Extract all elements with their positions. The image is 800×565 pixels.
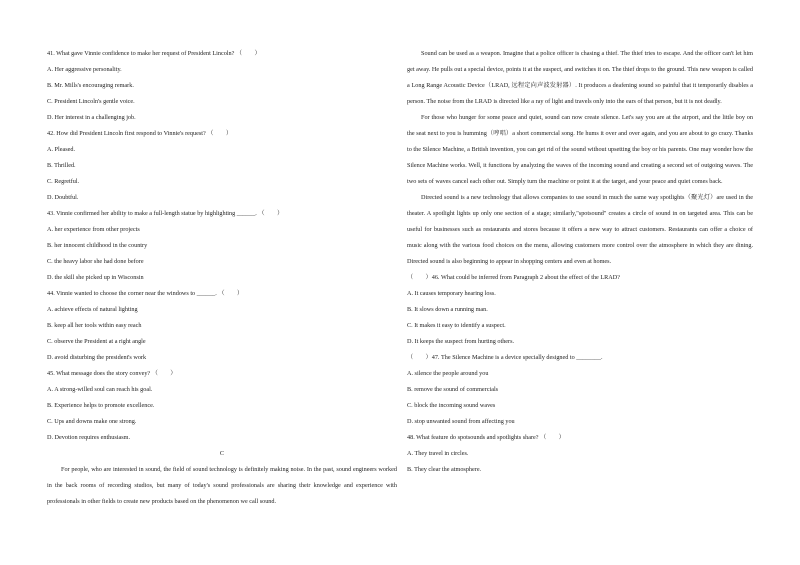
question-line: D. Doubtful. <box>47 194 79 201</box>
question-line: A. Pleased. <box>47 146 76 153</box>
question-line: D. Devotion requires enthusiasm. <box>47 434 130 441</box>
left-column <box>47 46 397 510</box>
question-line: A. A strong-willed soul can reach his goal. <box>47 386 153 393</box>
question-line: A. achieve effects of natural lighting <box>47 306 138 313</box>
question-line: （ ）46. What could be inferred from Paragraph 2 about the effect of the LRAD? <box>407 274 620 281</box>
question-line: C. the heavy labor she had done before <box>47 258 144 265</box>
question-line: 41. What gave Vinnie confidence to make her request of President Lincoln? （ ） <box>47 50 261 57</box>
question-line: B. Mr. Mills's encouraging remark. <box>47 82 134 89</box>
question-line: D. avoid disturbing the president's work <box>47 354 147 361</box>
question-line: 43. Vinnie confirmed her ability to make a full-length statue by highlighting ______. （ ） <box>47 210 284 217</box>
question-line: 45. What message does the story convey? （ ） <box>47 370 177 377</box>
question-line: 42. How did President Lincoln first respond to Vinnie's request? （ ） <box>47 130 233 137</box>
question-line: B. Thrilled. <box>47 162 76 169</box>
question-line: D. the skill she picked up in Wisconsin <box>47 274 144 281</box>
question-line: C. President Lincoln's gentle voice. <box>47 98 135 105</box>
section-label: C <box>219 450 225 457</box>
passage-paragraph: For those who hunger for some peace and quiet, sound can now create silence. Let's say you are at the airport, and the little boy on the seat next to you is humming（哼唱）a short commercial song. He hums it over and over again, and you are about to go crazy. Thanks to the Silence Machine, a British invention, you can get rid of the sound without upsetting the boy or his parents. One may wonder how the Silence Machine works. Well, it functions by analyzing the waves of the incoming sound and creating a second set of outgoing waves. The two sets of waves cancel each other out. Simply turn the machine or point it at the target, and your peace and quiet comes back. <box>407 114 753 185</box>
passage-paragraph: Sound can be used as a weapon. Imagine that a police officer is chasing a thief. The thief tries to escape. And the officer can't let him get away. He pulls out a special device, points it at the suspect, and switches it on. The thief drops to the ground. This new weapon is called a Long Range Acoustic Device（LRAD, 远程定向声波发射器）. It produces a deafening sound so painful that it temporarily disables a person. The noise from the LRAD is directed like a ray of light and travels only into the ears of that person, but it is not deadly. <box>407 50 753 105</box>
question-line: B. her innocent childhood in the country <box>47 242 148 249</box>
question-line: C. Ups and downs make one strong. <box>47 418 137 425</box>
right-column <box>407 46 753 478</box>
question-line: B. remove the sound of commercials <box>407 386 499 393</box>
question-line: A. silence the people around you <box>407 370 489 377</box>
question-line: C. It makes it easy to identify a suspect. <box>407 322 506 329</box>
question-line: D. It keeps the suspect from hurting others. <box>407 338 515 345</box>
passage-c-intro: For people, who are interested in sound, the field of sound technology is definitely making noise. In the past, sound engineers worked in the back rooms of recording studios, but many of today's sound professionals are sharing their knowledge and experience with professionals in other fields to create new products based on the phenomenon we call sound. <box>47 466 397 505</box>
question-line: C. observe the President at a right angle <box>47 338 146 345</box>
question-line: A. her experience from other projects <box>47 226 140 233</box>
passage-paragraph: Directed sound is a new technology that allows companies to use sound in much the same way spotlights（聚光灯）are used in the theater. A spotlight lights up only one section of a stage; similarly,"spotsound" creates a circle of sound in on targeted area. This can be useful for businesses such as restaurants and stores because it offers a new way to attract customers. Restaurants can offer a choice of music along with the various food choices on the menu, allowing customers more control over the atmosphere in which they are dining. Directed sound is also beginning to appear in shopping centers and even at homes. <box>407 194 753 265</box>
question-line: B. keep all her tools within easy reach <box>47 322 142 329</box>
question-line: B. Experience helps to promote excellence. <box>47 402 155 409</box>
question-line: C. block the incoming sound waves <box>407 402 496 409</box>
question-line: D. stop unwanted sound from affecting you <box>407 418 515 425</box>
question-line: （ ）47. The Silence Machine is a device specially designed to ________. <box>407 354 603 361</box>
question-line: 44. Vinnie wanted to choose the corner near the windows to ______. （ ） <box>47 290 244 297</box>
question-line: 48. What feature do spotsounds and spotlights share? （ ） <box>407 434 565 441</box>
question-line: A. Her aggressive personality. <box>47 66 122 73</box>
question-line: B. It slows down a running man. <box>407 306 488 313</box>
question-line: D. Her interest in a challenging job. <box>47 114 136 121</box>
question-line: A. They travel in circles. <box>407 450 469 457</box>
question-line: B. They clear the atmosphere. <box>407 466 482 473</box>
question-line: C. Regretful. <box>47 178 80 185</box>
question-line: A. It causes temporary hearing loss. <box>407 290 496 297</box>
